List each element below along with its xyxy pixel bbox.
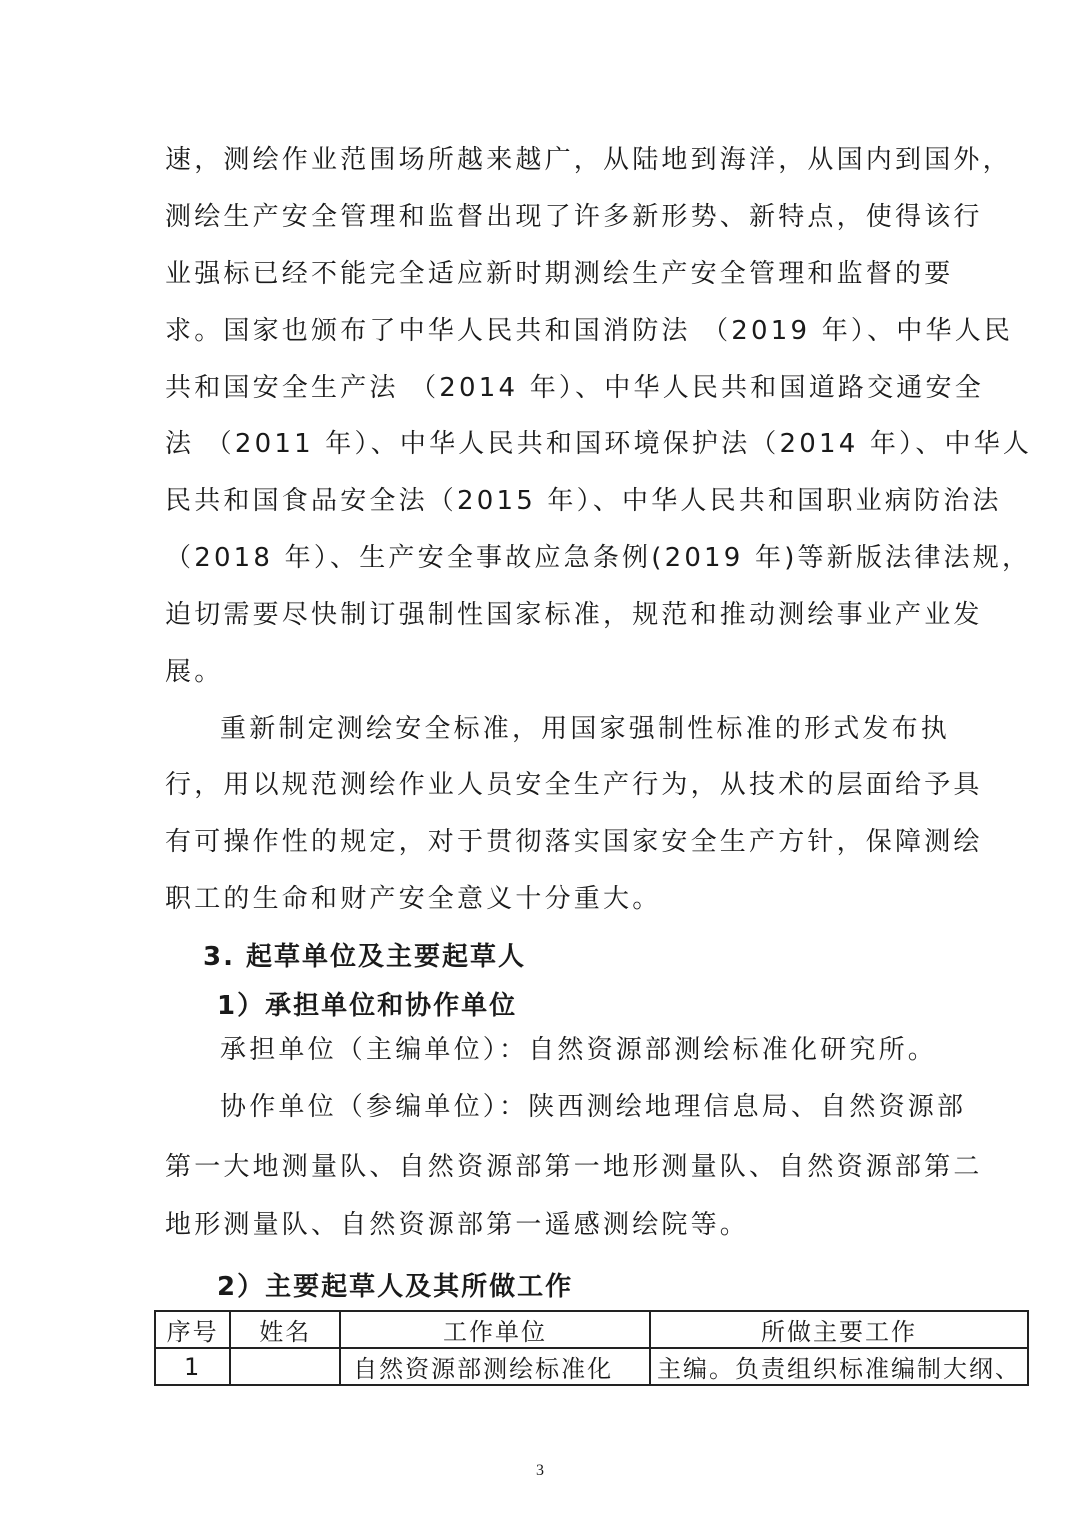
paragraph-line: 共和国安全生产法 （2014 年）、中华人民共和国道路交通安全 — [165, 373, 984, 403]
table-cell: 自然资源部测绘标准化 — [340, 1348, 650, 1385]
subsection-heading: 1）承担单位和协作单位 — [217, 991, 518, 1021]
paragraph-line: 业强标已经不能完全适应新时期测绘生产安全管理和监督的要 — [165, 259, 954, 289]
paragraph-line: 测绘生产安全管理和监督出现了许多新形势、新特点，使得该行 — [165, 202, 983, 232]
page-number: 3 — [536, 1462, 544, 1479]
paragraph-line: 有可操作性的规定，对于贯彻落实国家安全生产方针，保障测绘 — [165, 827, 983, 857]
paragraph-line: 民共和国食品安全法（2015 年）、中华人民共和国职业病防治法 — [165, 486, 1002, 516]
paragraph-line: 展。 — [165, 657, 224, 687]
paragraph-line: 重新制定测绘安全标准，用国家强制性标准的形式发布执 — [220, 714, 951, 744]
lead-unit-text: 承担单位（主编单位）：自然资源部测绘标准化研究所。 — [220, 1035, 938, 1065]
table-header-cell: 姓名 — [230, 1311, 340, 1348]
coop-unit-line: 地形测量队、自然资源部第一遥感测绘院等。 — [165, 1210, 750, 1240]
coop-unit-line: 协作单位（参编单位）：陕西测绘地理信息局、自然资源部 — [220, 1092, 967, 1122]
paragraph-line: 求。国家也颁布了中华人民共和国消防法 （2019 年）、中华人民 — [165, 316, 1014, 346]
table-row — [155, 1348, 1028, 1385]
paragraph-line: 职工的生命和财产安全意义十分重大。 — [165, 884, 662, 914]
table-cell — [230, 1348, 340, 1385]
table-header-row — [155, 1311, 1028, 1348]
paragraph-line: 迫切需要尽快制订强制性国家标准，规范和推动测绘事业产业发 — [165, 600, 983, 630]
section-heading: 3. 起草单位及主要起草人 — [203, 942, 527, 972]
paragraph-line: （2018 年）、生产安全事故应急条例(2019 年)等新版法律法规， — [165, 543, 1032, 573]
paragraph-line: 速，测绘作业范围场所越来越广，从陆地到海洋，从国内到国外， — [165, 145, 1012, 175]
table-header-cell: 工作单位 — [340, 1311, 650, 1348]
paragraph-line: 行，用以规范测绘作业人员安全生产行为，从技术的层面给予具 — [165, 770, 983, 800]
drafters-table — [154, 1310, 1029, 1386]
paragraph-line: 法 （2011 年）、中华人民共和国环境保护法（2014 年）、中华人 — [165, 429, 1033, 459]
table-cell: 1 — [155, 1348, 230, 1385]
table-cell: 主编。负责组织标准编制大纲、 — [650, 1348, 1028, 1385]
table-header-cell: 所做主要工作 — [650, 1311, 1028, 1348]
table-header-cell: 序号 — [155, 1311, 230, 1348]
coop-unit-line: 第一大地测量队、自然资源部第一地形测量队、自然资源部第二 — [165, 1152, 983, 1182]
subsection-heading: 2）主要起草人及其所做工作 — [217, 1272, 574, 1302]
